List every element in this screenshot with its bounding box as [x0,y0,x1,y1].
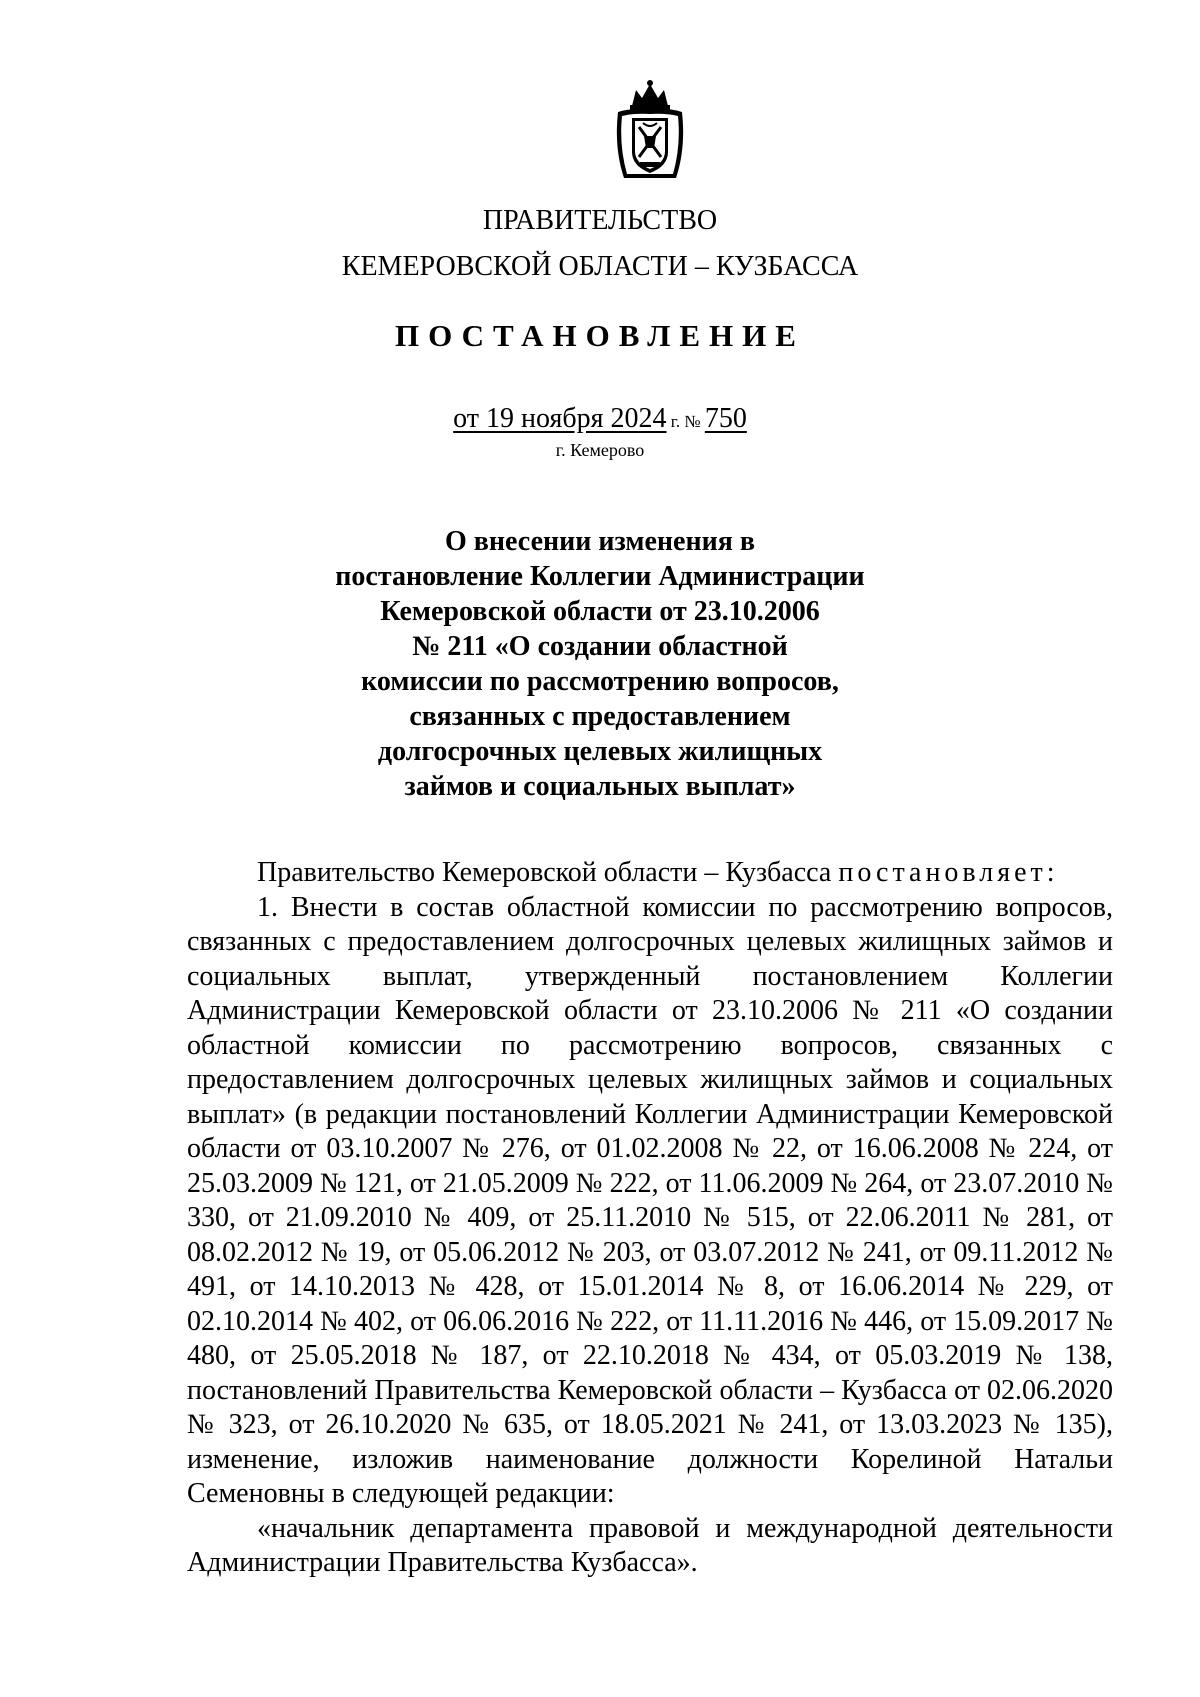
document-body [187,856,1113,1581]
number-prefix: № [680,412,705,431]
quote-paragraph: «начальник департамента правовой и международной деятельности Администрации Правительства Кузбасса». [187,1512,1113,1578]
date-prefix: от [453,403,487,434]
document-date: 19 ноября 2024 [486,403,667,434]
heading-line: № 211 «О создании областной [412,631,788,662]
document-type-title: ПОСТАНОВЛЕНИЕ [395,318,805,353]
heading-line: комиссии по рассмотрению вопросов, [361,666,839,697]
decree-word: постановляет: [838,857,1059,888]
intro-text: Правительство Кемеровской области – Кузбасса [257,857,839,888]
item-1-paragraph: 1. Внести в состав областной комиссии по рассмотрению вопросов, связанных с предоставлением долгосрочных целевых жилищных займов и социальных выплат, утвержденный постановлением Коллегии Администрации Кемеровской области от 23.10.2006 № 211 «О создании областной комиссии по рассмотрению вопросов, связанных с предоставлением долгосрочных целевых жилищных займов и социальных выплат» (в редакции постановлений Коллегии Администрации Кемеровской области от 03.10.2007 № 276, от 01.02.2008 № 22, от 16.06.2008 № 224, от 25.03.2009 № 121, от 21.05.2009 № 222, от 11.06.2009 № 264, от 23.07.2010 № 330, от 21.09.2010 № 409, от 25.11.2010 № 515, от 22.06.2011 № 281, от 08.02.2012 № 19, от 05.06.2012 № 203, от 03.07.2012 № 241, от 09.11.2012 № 491, от 14.10.2013 № 428, от 15.01.2014 № 8, от 16.06.2014 № 229, от 02.10.2014 № 402, от 06.06.2016 № 222, от 11.11.2016 № 446, от 15.09.2017 № 480, от 25.05.2018 № 187, от 22.10.2018 № 434, от 05.03.2019 № 138, постановлений Правительства Кемеровской области – Кузбасса от 02.06.2020 № 323, от 26.10.2020 № 635, от 18.05.2021 № 241, от 13.03.2023 № 135), изменение, изложив наименование должности Корелиной Натальи Семеновны в следующей редакции: [187,891,1113,1509]
org-line-1: ПРАВИТЕЛЬСТВО [482,205,718,236]
heading-line: Кемеровской области от 23.10.2006 [380,596,820,627]
intro-paragraph [187,856,1113,891]
heading-line: долгосрочных целевых жилищных [377,736,823,767]
date-number-line [0,403,1200,435]
organization-name [0,198,1200,290]
heading-line: связанных с предоставлением [409,701,791,732]
coat-of-arms-icon [610,78,690,182]
org-line-2: КЕМЕРОВСКОЙ ОБЛАСТИ – КУЗБАССА [341,251,859,282]
heading-line: займов и социальных выплат» [404,771,796,802]
heading-line: О внесении изменения в [445,526,755,557]
heading-line: постановление Коллегии Администрации [335,561,865,592]
city-name: г. Кемерово [555,440,645,460]
document-heading [0,524,1200,804]
year-suffix: г. [666,412,681,431]
document-number: 750 [704,403,747,434]
